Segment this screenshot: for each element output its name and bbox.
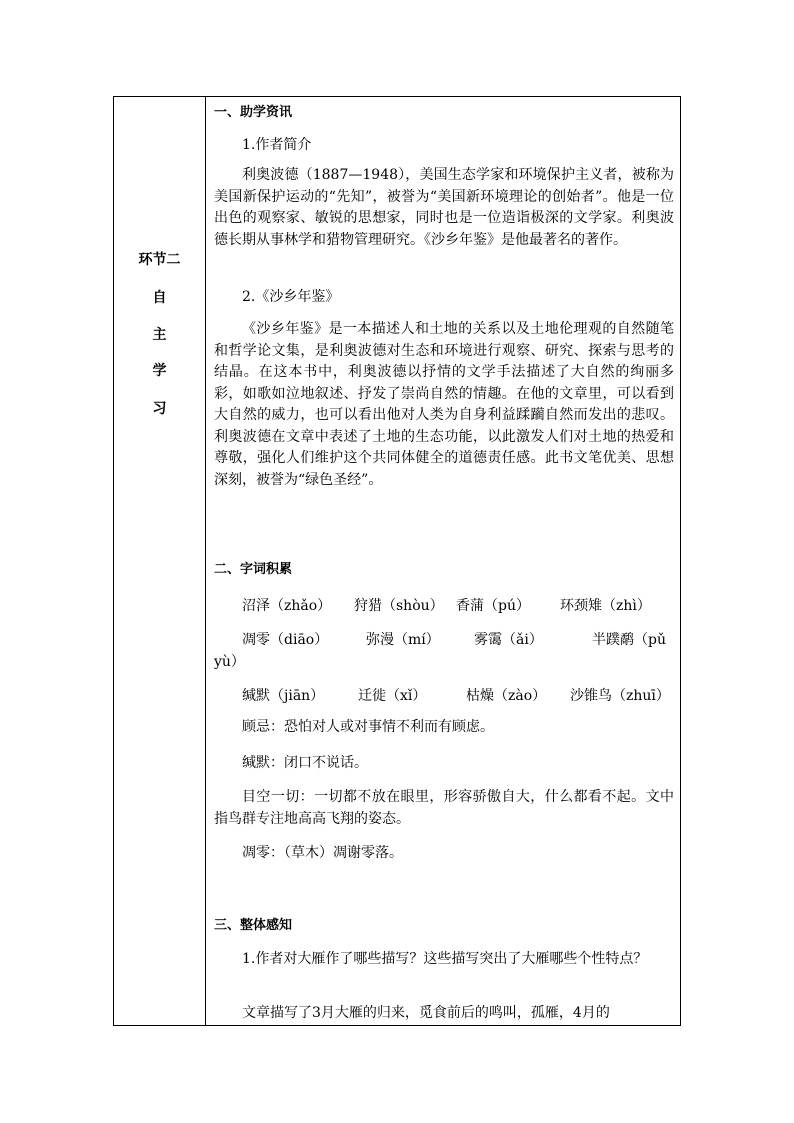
stage-label-cell <box>114 97 205 1025</box>
stage-char-4: 习 <box>152 401 167 417</box>
vocab-item: 凋零（diāo） <box>242 632 329 648</box>
author-intro-paragraph: 利奥波德（1887—1948），美国生态学家和环境保护主义者，被称为美国新保护运动的“先知”，被誉为“美国新环境理论的创始者”。他是一位出色的观察家、敏锐的思想家，同时也是一位造诣极深的文学家。利奥波德长期从事林学和猎物管理研究。《沙乡年鉴》是他最著名的著作。 <box>214 167 674 248</box>
lesson-table <box>113 96 681 1026</box>
stage-char-2: 主 <box>152 327 167 343</box>
section-heading-overall-perception: 三、整体感知 <box>214 918 293 933</box>
definition-jianmo: 缄默：闭口不说话。 <box>242 755 368 771</box>
section-heading-reading-info: 一、助学资讯 <box>214 105 293 120</box>
stage-char-3: 学 <box>152 363 167 379</box>
vocab-row-2-wrap: yù） <box>214 654 245 670</box>
definition-mukongyiqie: 目空一切：一切都不放在眼里，形容骄傲自大，什么都看不起。文中指鸟群专注地高高飞翔的姿态。 <box>214 789 674 827</box>
vocab-item: 沼泽（zhǎo） <box>242 598 332 614</box>
vocab-item: 沙锥鸟（zhuī） <box>570 688 670 704</box>
definition-diaoling: 凋零：（草木）凋谢零落。 <box>242 845 403 861</box>
vocab-item: 半蹼鹬（pǔ <box>592 632 666 648</box>
subheading-book-intro: 2.《沙乡年鉴》 <box>242 289 340 305</box>
book-intro-paragraph: 《沙乡年鉴》是一本描述人和土地的关系以及土地伦理观的自然随笔和哲学论文集，是利奥波德对生态和环境进行观察、研究、探索与思考的结晶。在这本书中，利奥波德以抒情的文学手法描述了大自然的绚丽多彩，如歌如泣地叙述、抒发了崇尚自然的情趣。在他的文章里，可以看到大自然的威力，也可以看出他对人类为自身利益蹂躏自然而发出的悲叹。利奥波德在文章中表述了土地的生态功能，以此激发人们对土地的热爱和尊敬，强化人们维护这个共同体健全的道德责任感。此书文笔优美、思想深刻，被誉为“绿色圣经”。 <box>214 321 674 488</box>
vocab-item: 香蒲（pú） <box>456 598 530 614</box>
definition-guji: 顾忌：恐怕对人或对事情不利而有顾虑。 <box>242 719 494 735</box>
vocab-item: 狩猎（shòu） <box>354 598 444 614</box>
section-heading-vocabulary: 二、字词积累 <box>214 562 293 577</box>
question-1: 1.作者对大雁作了哪些描写？这些描写突出了大雁哪些个性特点？ <box>242 951 648 967</box>
subheading-author-intro: 1.作者简介 <box>242 137 312 153</box>
vocab-item: 枯燥（zào） <box>466 688 547 704</box>
content-cell <box>206 97 680 1025</box>
vocab-item: 弥漫（mí） <box>366 632 440 648</box>
vocab-item: 环颈雉（zhì） <box>560 598 651 614</box>
stage-title: 环节二 <box>138 252 181 268</box>
vocab-item: 雾霭（ǎi） <box>474 632 543 648</box>
stage-char-1: 自 <box>152 290 167 306</box>
vocab-item: 迁徙（xǐ） <box>358 688 427 704</box>
vocab-item: 缄默（jiān） <box>242 688 325 704</box>
answer-1-partial: 文章描写了3月大雁的归来，觅食前后的鸣叫，孤雁，4月的 <box>242 1005 610 1021</box>
